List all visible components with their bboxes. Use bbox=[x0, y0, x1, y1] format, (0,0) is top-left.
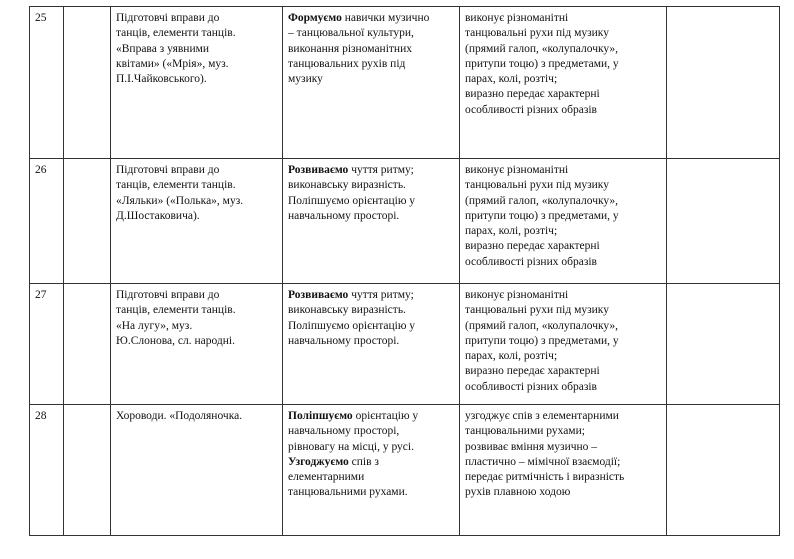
topic-cell: Підготовчі вправи до танців, елементи танців. «Ляльки» («Полька», муз. Д.Шостаковича). bbox=[111, 159, 283, 284]
lesson-number-cell: 25 bbox=[30, 7, 64, 159]
lesson-number-cell: 26 bbox=[30, 159, 64, 284]
goal-cell: Розвиваємо чуття ритму; виконавську виразність. Поліпшуємо орієнтацію у навчальному просторі. bbox=[283, 284, 460, 405]
topic-cell: Підготовчі вправи до танців, елементи танців. «Вправа з уявними квітами» («Мрія», муз. П.І.Чайковського). bbox=[111, 7, 283, 159]
note-cell bbox=[667, 284, 780, 405]
hours-cell bbox=[64, 7, 111, 159]
result-cell: узгоджує спів з елементарними танцювальними рухами; розвиває вміння музично – пластично – мімічної взаємодії; передає ритмічність і виразність рухів плавною ходою bbox=[460, 405, 667, 536]
goal-cell: Розвиваємо чуття ритму; виконавську виразність. Поліпшуємо орієнтацію у навчальному просторі. bbox=[283, 159, 460, 284]
topic-cell: Підготовчі вправи до танців, елементи танців. «На лугу», муз. Ю.Слонова, сл. народні. bbox=[111, 284, 283, 405]
hours-cell bbox=[64, 405, 111, 536]
topic-cell: Хороводи. «Подоляночка. bbox=[111, 405, 283, 536]
table-row bbox=[30, 405, 780, 536]
note-cell bbox=[667, 159, 780, 284]
result-cell: виконує різноманітні танцювальні рухи під музику (прямий галоп, «колупалочку», притупи тоцю) з предметами, у парах, колі, розтіч; виразно передає характерні особливості різних образів bbox=[460, 7, 667, 159]
lesson-number-cell: 27 bbox=[30, 284, 64, 405]
hours-cell bbox=[64, 159, 111, 284]
goal-cell: Поліпшуємо орієнтацію у навчальному просторі, рівновагу на місці, у русі. Узгоджуємо спів з елементарними танцювальними рухами. bbox=[283, 405, 460, 536]
hours-cell bbox=[64, 284, 111, 405]
lesson-plan-table bbox=[29, 6, 780, 536]
note-cell bbox=[667, 7, 780, 159]
lesson-number-cell: 28 bbox=[30, 405, 64, 536]
goal-cell: Формуємо навички музично – танцювальної культури, виконання різноманітних танцювальних рухів під музику bbox=[283, 7, 460, 159]
note-cell bbox=[667, 405, 780, 536]
table-row bbox=[30, 7, 780, 159]
table-row bbox=[30, 159, 780, 284]
result-cell: виконує різноманітні танцювальні рухи під музику (прямий галоп, «колупалочку», притупи тоцю) з предметами, у парах, колі, розтіч; виразно передає характерні особливості різних образів bbox=[460, 284, 667, 405]
table-row bbox=[30, 284, 780, 405]
result-cell: виконує різноманітні танцювальні рухи під музику (прямий галоп, «колупалочку», притупи тоцю) з предметами, у парах, колі, розтіч; виразно передає характерні особливості різних образів bbox=[460, 159, 667, 284]
